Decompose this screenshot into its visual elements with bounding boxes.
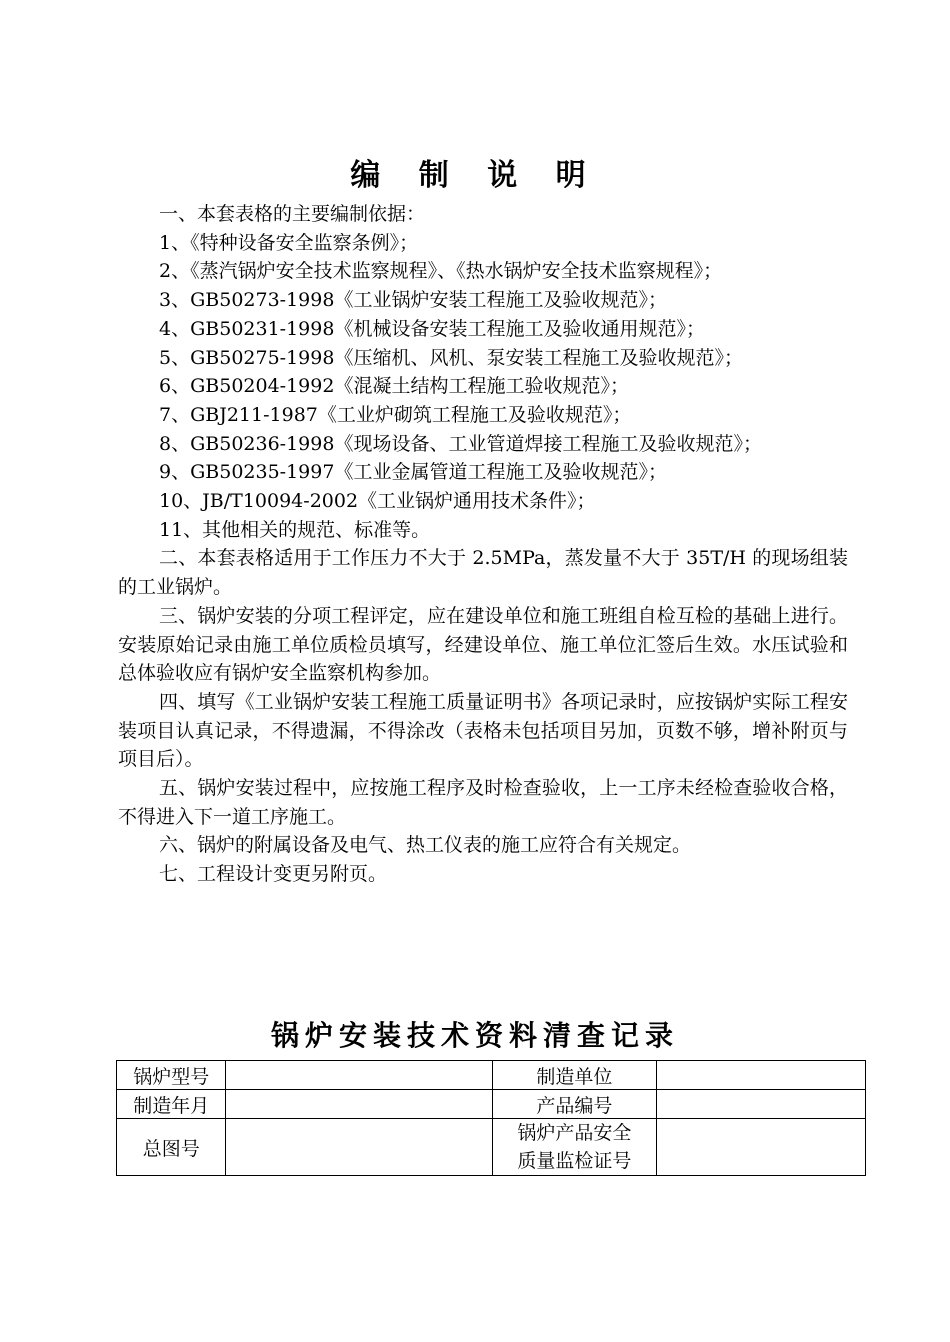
safety-inspection-cert-label	[492, 1119, 657, 1176]
table-row	[117, 1119, 866, 1176]
boiler-model-field[interactable]	[226, 1061, 492, 1090]
paragraph: 9、GB50235-1997《工业金属管道工程施工及验收规范》；	[159, 461, 667, 484]
paragraph: 3、GB50273-1998《工业锅炉安装工程施工及验收规范》；	[159, 289, 667, 312]
paragraph: 五、锅炉安装过程中，应按施工程序及时检查验收，上一工序未经检查验收合格，不得进入下一道工序施工。	[118, 777, 848, 828]
label-line: 质量监检证号	[517, 1150, 632, 1172]
paragraph: 六、锅炉的附属设备及电气、热工仪表的施工应符合有关规定。	[159, 834, 692, 857]
paragraph: 8、GB50236-1998《现场设备、工业管道焊接工程施工及验收规范》；	[159, 432, 762, 455]
product-number-label: 产品编号	[492, 1090, 657, 1119]
manufacture-date-label: 制造年月	[117, 1090, 226, 1119]
page-title: 编 制 说 明	[350, 158, 600, 193]
compilation-notes	[118, 200, 848, 889]
paragraph: 七、工程设计变更另附页。	[159, 863, 388, 886]
manufacture-date-field[interactable]	[226, 1090, 492, 1119]
paragraph: 5、GB50275-1998《压缩机、风机、泵安装工程施工及验收规范》；	[159, 346, 743, 369]
label-line: 锅炉产品安全	[517, 1122, 632, 1144]
paragraph: 6、GB50204-1992《混凝土结构工程施工验收规范》；	[159, 375, 629, 398]
record-table	[116, 1060, 866, 1176]
product-number-field[interactable]	[657, 1090, 866, 1119]
paragraph: 三、锅炉安装的分项工程评定，应在建设单位和施工班组自检互检的基础上进行。安装原始记录由施工单位质检员填写，经建设单位、施工单位汇签后生效。水压试验和总体验收应有锅炉安全监察机构参加。	[118, 604, 848, 685]
manufacturer-field[interactable]	[657, 1061, 866, 1090]
paragraph: 1、《特种设备安全监察条例》；	[159, 231, 419, 254]
table-row	[117, 1061, 866, 1090]
paragraph: 4、GB50231-1998《机械设备安装工程施工及验收通用规范》；	[159, 317, 705, 340]
record-title: 锅炉安装技术资料清查记录	[270, 1019, 679, 1052]
safety-inspection-cert-field[interactable]	[657, 1119, 866, 1176]
paragraph: 10、JB/T10094-2002《工业锅炉通用技术条件》；	[159, 490, 596, 513]
paragraph: 二、本套表格适用于工作压力不大于 2.5MPa，蒸发量不大于 35T/H 的现场组装的工业锅炉。	[118, 547, 848, 599]
paragraph: 一、本套表格的主要编制依据：	[159, 203, 426, 225]
paragraph: 11、其他相关的规范、标准等。	[159, 518, 431, 541]
table-row	[117, 1090, 866, 1119]
manufacturer-label: 制造单位	[492, 1061, 657, 1090]
boiler-model-label: 锅炉型号	[117, 1061, 226, 1090]
general-drawing-number-label: 总图号	[117, 1119, 226, 1176]
general-drawing-number-field[interactable]	[226, 1119, 492, 1176]
paragraph: 四、填写《工业锅炉安装工程施工质量证明书》各项记录时，应按锅炉实际工程安装项目认真记录，不得遗漏，不得涂改（表格未包括项目另加，页数不够，增补附页与项目后）。	[118, 690, 848, 771]
paragraph: 2、《蒸汽锅炉安全技术监察规程》、《热水锅炉安全技术监察规程》；	[159, 260, 723, 283]
paragraph: 7、GBJ211-1987《工业炉砌筑工程施工及验收规范》；	[159, 403, 632, 426]
